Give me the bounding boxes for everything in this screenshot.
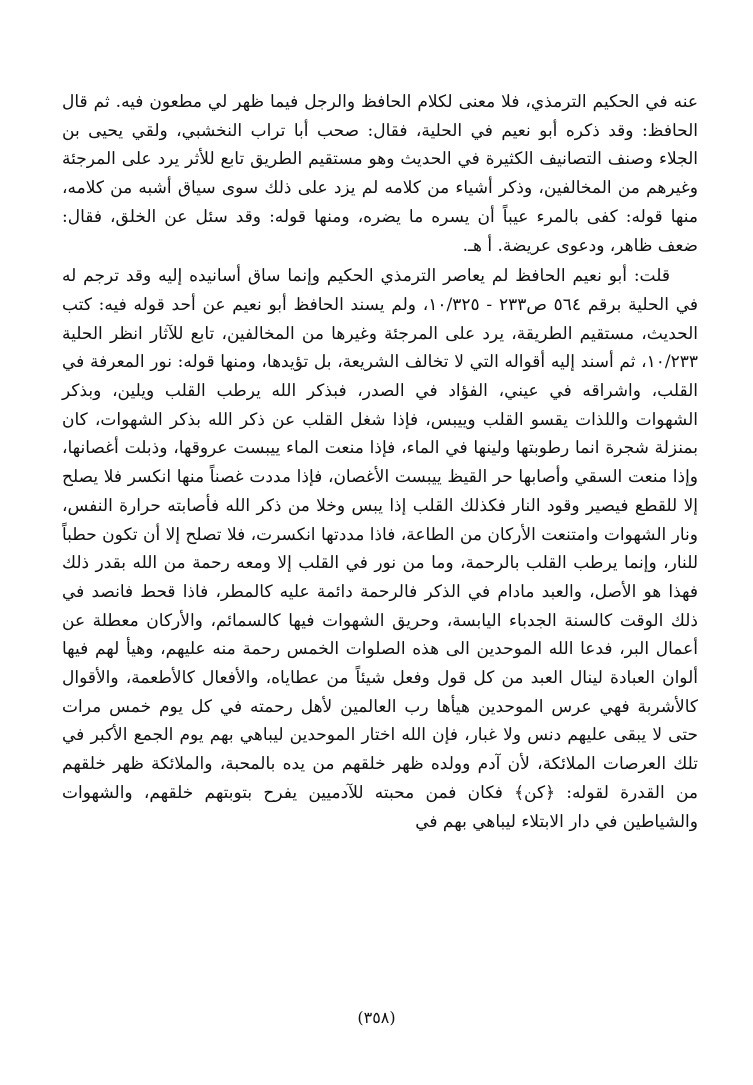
page-body [62,88,698,836]
page-number: (٣٥٨) [357,1008,396,1027]
paragraph-quote-continuation: عنه في الحكيم الترمذي، فلا معنى لكلام الحافظ والرجل فيما ظهر لي مطعون فيه. ثم قال الحافظ: وقد ذكره أبو نعيم في الحلية، فقال: صحب أبا تراب النخشبي، ولقي يحيى بن الجلاء وصنف التصانيف الكثيرة في الحديث وهو مستقيم الطريق تابع للأثر يرد على المرجئة وغيرهم من المخالفين، وذكر أشياء من كلامه لم يزد على ذلك سوى سياق أشبه من كلامه، منها قوله: كفى بالمرء عيباً أن يسره ما يضره، ومنها قوله: وقد سئل عن الخلق، فقال: ضعف ظاهر، ودعوى عريضة. أ هـ. [62,92,699,256]
paragraph-commentary: قلت: أبو نعيم الحافظ لم يعاصر الترمذي الحكيم وإنما ساق أسانيده إليه وقد ترجم له في الحلية برقم ٥٦٤ ص٢٣٣ - ١٠/٣٢٥، ولم يسند الحافظ أبو نعيم عن أحد قوله فيه: كتب الحديث، مستقيم الطريقة، يرد على المرجئة وغيرها من المخالفين، تابع للآثار انظر الحلية ١٠/٢٣٣، ثم أسند إليه أقواله التي لا تخالف الشريعة، بل تؤيدها، ومنها قوله: نور المعرفة في القلب، واشراقه في عيني، الفؤاد في الصدر، فبذكر الله يرطب القلب ويلين، وبذكر الشهوات واللذات يقسو القلب وييبس، فإذا شغل القلب عن ذكر الله بذكر الشهوات، كان بمنزلة شجرة انما رطوبتها ولينها في الماء، فإذا منعت الماء ييبست عروقها، وذبلت أغصانها، وإذا منعت السقي وأصابها حر القيظ ييبست الأغصان، فإذا مددت غصناً منها انكسر فلا يصلح إلا للقطع فيصير وقود النار فكذلك القلب إذا يبس وخلا من ذكر الله فأصابته حرارة النفس، ونار الشهوات وامتنعت الأركان من الطاعة، فاذا مددتها انكسرت، فلا تصلح إلا أن تكون حطباً للنار، وإنما يرطب القلب بالرحمة، وما من نور في القلب إلا ومعه رحمة من الله بقدر ذلك فهذا هو الأصل، والعبد مادام في الذكر فالرحمة دائمة عليه كالمطر، فاذا قحط فانصد في ذلك الوقت كالسنة الجدباء اليابسة، وحريق الشهوات فيها كالسمائم، والأركان معطلة عن أعمال البر، فدعا الله الموحدين الى هذه الصلوات الخمس رحمة منه عليهم، وهيأ لهم فيها ألوان العبادة لينال العبد من كل قول وفعل شيئاً من عطاياه، والأفعال كالأطعمة، والأقوال كالأشربة فهي عرس الموحدين هيأها رب العالمين لأهل رحمته في كل يوم خمس مرات حتى لا يبقى عليهم دنس ولا غبار، فإن الله اختار الموحدين ليباهي بهم يوم الجمع الأكبر في تلك العرصات الملائكة، لأن آدم وولده ظهر خلقهم من يده بالمحبة، والملائكة ظهر خلقهم من القدرة لقوله: ﴿كن﴾ فكان فمن محبته للآدميين يفرح بتوبتهم خلقهم، والشهوات والشياطين في دار الابتلاء ليباهي بهم في [62,266,698,832]
